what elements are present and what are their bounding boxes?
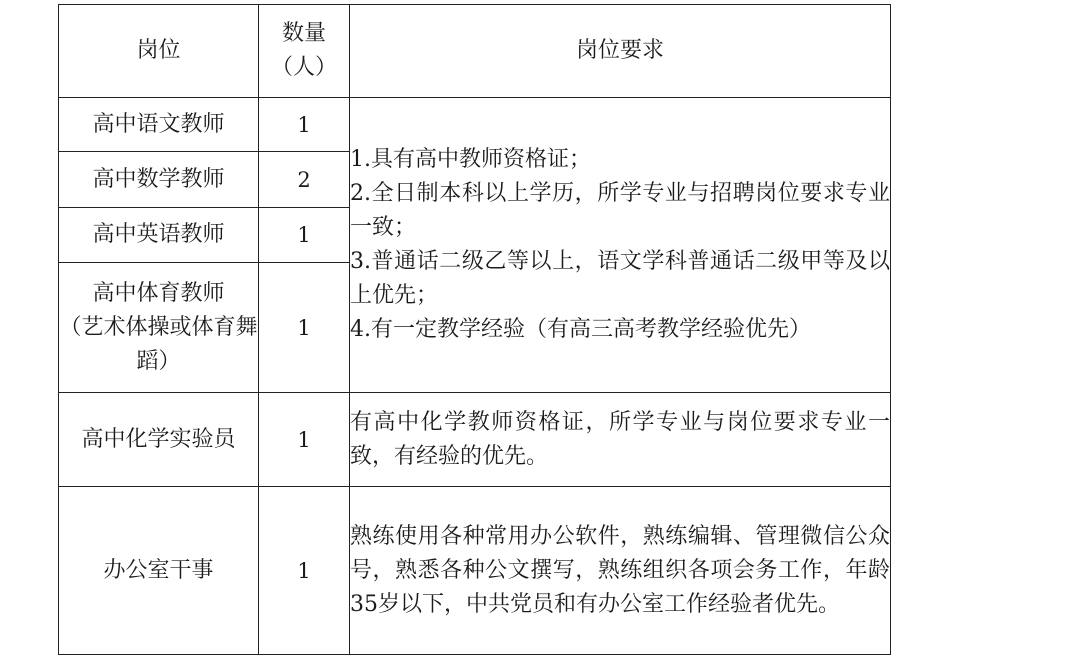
post-cell: 办公室干事 — [59, 487, 259, 655]
table-row — [59, 393, 891, 487]
count-cell: 1 — [259, 263, 350, 393]
office-requirements-cell: 熟练使用各种常用办公软件，熟练编辑、管理微信公众号，熟悉各种公文撰写，熟练组织各项会务工作，年龄35岁以下，中共党员和有办公室工作经验者优先。 — [350, 487, 891, 655]
post-cell: 高中化学实验员 — [59, 393, 259, 487]
count-cell: 1 — [259, 393, 350, 487]
teacher-requirements-cell — [350, 98, 891, 393]
count-cell: 1 — [259, 98, 350, 152]
header-post: 岗位 — [59, 5, 259, 98]
table-row — [59, 487, 891, 655]
post-cell: 高中数学教师 — [59, 152, 259, 208]
requirement-item: 1.具有高中教师资格证； — [350, 147, 591, 172]
requirement-item: 3.普通话二级乙等以上，语文学科普通话二级甲等及以上优先； — [350, 249, 890, 308]
lab-requirements-cell: 有高中化学教师资格证，所学专业与岗位要求专业一致，有经验的优先。 — [350, 393, 891, 487]
post-line: （艺术体操或体育舞 — [59, 314, 258, 340]
requirement-item: 2.全日制本科以上学历，所学专业与招聘岗位要求专业一致； — [350, 181, 890, 240]
count-cell: 1 — [259, 208, 350, 263]
header-count — [259, 5, 350, 98]
count-cell: 2 — [259, 152, 350, 208]
requirement-item: 4.有一定教学经验（有高三高考教学经验优先） — [350, 317, 811, 342]
post-cell: 高中英语教师 — [59, 208, 259, 263]
header-count-line2: （人） — [270, 55, 337, 80]
recruitment-table — [58, 4, 891, 655]
table-row — [59, 98, 891, 152]
count-cell: 1 — [259, 487, 350, 655]
post-cell: 高中语文教师 — [59, 98, 259, 152]
header-count-line1: 数量 — [281, 21, 326, 46]
header-row — [59, 5, 891, 98]
post-line: 高中体育教师 — [92, 280, 225, 306]
post-cell — [59, 263, 259, 393]
header-requirements: 岗位要求 — [350, 5, 891, 98]
post-line: 蹈） — [136, 348, 181, 374]
